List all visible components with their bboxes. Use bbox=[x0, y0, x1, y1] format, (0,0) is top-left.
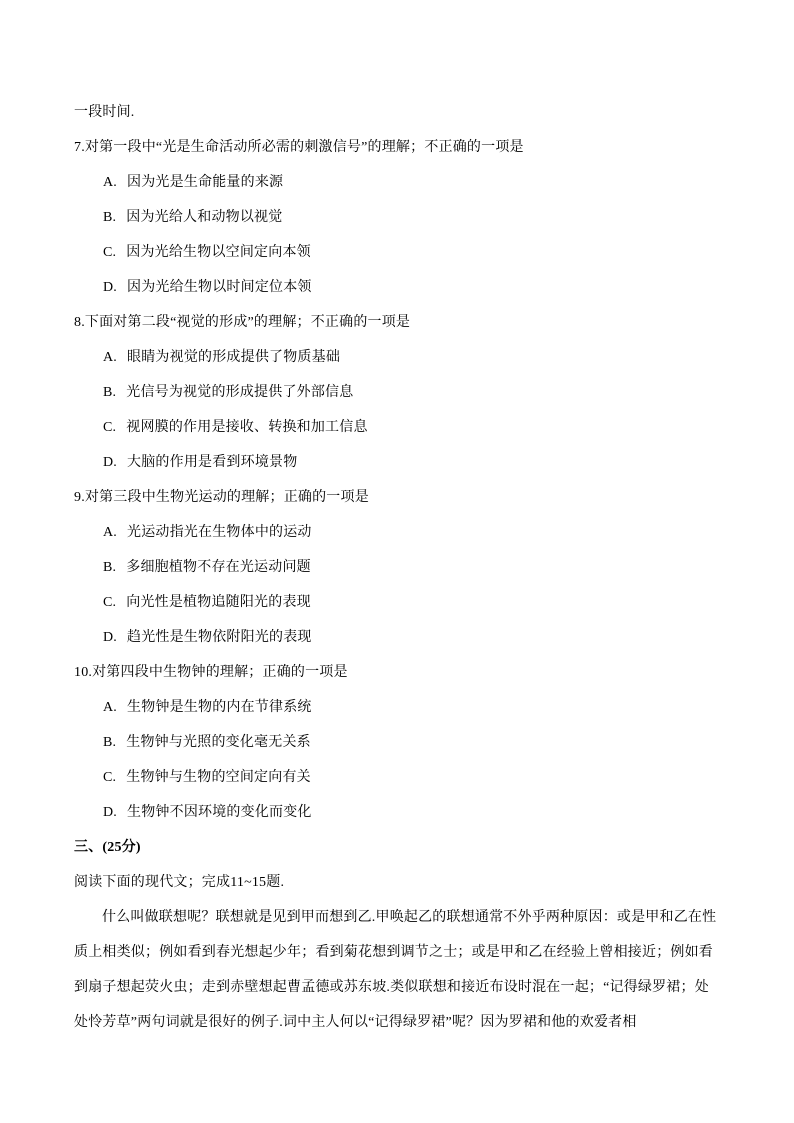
option-label: C. bbox=[103, 595, 117, 610]
question-block bbox=[74, 655, 722, 830]
passage-line: 质上相类似；例如看到春光想起少年；看到菊花想到调节之士；或是甲和乙在经验上曾相接近；例如看 bbox=[74, 945, 713, 960]
question-block bbox=[74, 130, 722, 305]
option-label: A. bbox=[103, 350, 118, 365]
option-label: B. bbox=[103, 560, 117, 575]
option-label: A. bbox=[103, 700, 118, 715]
option-row bbox=[74, 760, 722, 795]
option-row bbox=[74, 235, 722, 270]
option-row bbox=[74, 725, 722, 760]
option-label: D. bbox=[103, 455, 118, 470]
option-label: B. bbox=[103, 735, 117, 750]
passage-instruction: 阅读下面的现代文；完成11~15题. bbox=[74, 875, 285, 890]
option-text: 向光性是植物追随阳光的表现 bbox=[126, 595, 311, 610]
question-number: 7. bbox=[74, 140, 85, 155]
option-text: 生物钟与生物的空间定向有关 bbox=[126, 770, 311, 785]
option-row bbox=[74, 795, 722, 830]
option-text: 因为光是生命能量的来源 bbox=[127, 175, 284, 190]
option-text: 生物钟与光照的变化毫无关系 bbox=[126, 735, 311, 750]
option-row bbox=[74, 585, 722, 620]
option-label: C. bbox=[103, 245, 117, 260]
options bbox=[74, 690, 722, 830]
option-text: 视网膜的作用是接收、转换和加工信息 bbox=[126, 420, 368, 435]
question-stem-line bbox=[74, 305, 722, 340]
option-row bbox=[74, 515, 722, 550]
question-stem: 对第一段中“光是生命活动所必需的刺激信号”的理解；不正确的一项是 bbox=[84, 140, 524, 155]
option-text: 眼睛为视觉的形成提供了物质基础 bbox=[127, 350, 341, 365]
option-row bbox=[74, 620, 722, 655]
question-stem: 对第三段中生物光运动的理解；正确的一项是 bbox=[84, 490, 369, 505]
option-label: C. bbox=[103, 420, 117, 435]
option-text: 生物钟是生物的内在节律系统 bbox=[127, 700, 312, 715]
question-stem-line bbox=[74, 655, 722, 690]
options bbox=[74, 515, 722, 655]
continuation-text: 一段时间. bbox=[74, 105, 135, 120]
option-label: A. bbox=[103, 525, 118, 540]
option-row bbox=[74, 270, 722, 305]
question-stem-line bbox=[74, 480, 722, 515]
page-content bbox=[74, 95, 722, 1040]
option-row bbox=[74, 165, 722, 200]
question-stem: 下面对第二段“视觉的形成”的理解；不正确的一项是 bbox=[84, 315, 411, 330]
option-text: 趋光性是生物依附阳光的表现 bbox=[127, 630, 312, 645]
passage bbox=[74, 900, 722, 1040]
option-text: 大脑的作用是看到环境景物 bbox=[127, 455, 298, 470]
options bbox=[74, 340, 722, 480]
passage-line: 到扇子想起荧火虫；走到赤壁想起曹孟德或苏东坡.类似联想和接近布设时混在一起；“记得绿罗裙；处 bbox=[74, 980, 709, 995]
option-row bbox=[74, 375, 722, 410]
option-row bbox=[74, 340, 722, 375]
option-row bbox=[74, 550, 722, 585]
section-heading: 三、(25分) bbox=[74, 840, 141, 855]
question-number: 9. bbox=[74, 490, 85, 505]
option-label: D. bbox=[103, 280, 118, 295]
option-text: 生物钟不因环境的变化而变化 bbox=[127, 805, 312, 820]
option-text: 光信号为视觉的形成提供了外部信息 bbox=[126, 385, 354, 400]
question-number: 8. bbox=[74, 315, 85, 330]
option-label: C. bbox=[103, 770, 117, 785]
question-number: 10. bbox=[74, 665, 93, 680]
option-row bbox=[74, 200, 722, 235]
option-text: 多细胞植物不存在光运动问题 bbox=[126, 560, 311, 575]
options bbox=[74, 165, 722, 305]
option-text: 因为光给生物以时间定位本领 bbox=[127, 280, 312, 295]
option-text: 因为光给人和动物以视觉 bbox=[126, 210, 283, 225]
option-row bbox=[74, 445, 722, 480]
passage-line: 处怜芳草”两句词就是很好的例子.词中主人何以“记得绿罗裙”呢？因为罗裙和他的欢爱者相 bbox=[74, 1015, 637, 1030]
option-text: 因为光给生物以空间定向本领 bbox=[126, 245, 311, 260]
option-label: D. bbox=[103, 630, 118, 645]
option-label: D. bbox=[103, 805, 118, 820]
option-label: B. bbox=[103, 210, 117, 225]
questions bbox=[74, 130, 722, 830]
question-stem-line bbox=[74, 130, 722, 165]
question-block bbox=[74, 305, 722, 480]
passage-line: 什么叫做联想呢？联想就是见到甲而想到乙.甲唤起乙的联想通常不外乎两种原因：或是甲和乙在性 bbox=[102, 910, 717, 925]
option-row bbox=[74, 690, 722, 725]
option-text: 光运动指光在生物体中的运动 bbox=[127, 525, 312, 540]
option-label: A. bbox=[103, 175, 118, 190]
option-label: B. bbox=[103, 385, 117, 400]
question-block bbox=[74, 480, 722, 655]
question-stem: 对第四段中生物钟的理解；正确的一项是 bbox=[92, 665, 348, 680]
option-row bbox=[74, 410, 722, 445]
